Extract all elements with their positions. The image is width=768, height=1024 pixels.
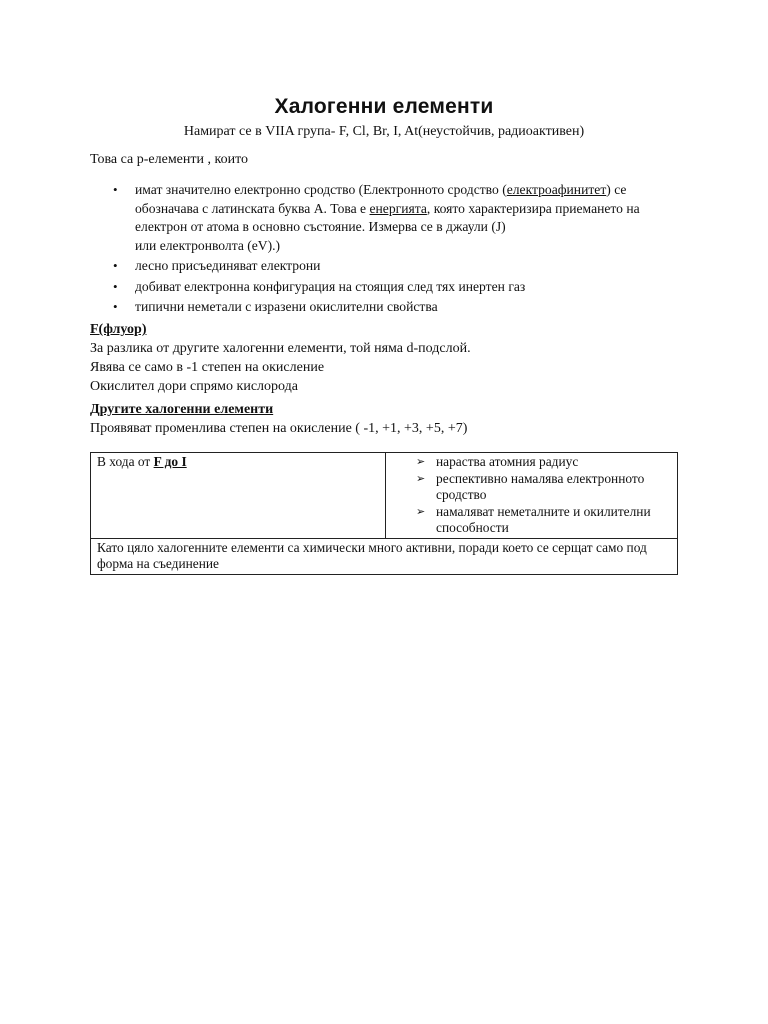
list-item-text: респективно намалява електронното сродство — [436, 470, 645, 502]
bullet-marker: • — [113, 258, 118, 273]
fluorine-heading: F(флуор) — [90, 322, 147, 337]
other-halogens-line: Проявяват променлива степен на окисление ( -1, +1, +3, +5, +7) — [90, 421, 468, 436]
bullet-marker: • — [113, 182, 118, 197]
other-halogens-section — [90, 400, 467, 438]
table-row — [91, 453, 678, 539]
table-row — [91, 538, 678, 574]
list-item-text: намаляват неметалните и окилителни способности — [436, 503, 651, 535]
arrow-bullet-icon: ➢ — [416, 456, 426, 468]
energy-link[interactable]: енергията — [369, 200, 427, 216]
page-title: Халогенни елементи — [274, 95, 494, 118]
table-footer-cell: Като цяло халогенните елементи са химически много активни, поради което се серщат само под форма на съединение — [91, 538, 678, 574]
list-item — [90, 298, 650, 317]
table-cell-right — [386, 453, 678, 539]
list-item-text: имат значително електронно сродство (Електронното сродство ( — [135, 182, 507, 197]
electroaffinity-link[interactable]: електроафинитет — [506, 182, 607, 197]
fluorine-section — [90, 320, 471, 396]
properties-list — [90, 181, 650, 319]
list-item — [390, 504, 671, 537]
list-item — [90, 278, 650, 297]
cell-range: F до I — [153, 454, 187, 469]
fluorine-line: Явява се само в -1 степен на окисление — [90, 360, 325, 375]
list-item-text: типични неметали с изразени окислителни свойства — [135, 299, 438, 314]
trends-table — [90, 452, 678, 575]
list-item — [90, 181, 650, 255]
trends-list — [390, 454, 671, 537]
list-item — [90, 257, 650, 276]
list-item-text: , която характеризира приемането на електрон от атома в основно състояние. Измерва се в джаули (J) — [135, 200, 640, 234]
list-item-text: или електронволта (eV).) — [135, 237, 281, 253]
bullet-marker: • — [113, 299, 118, 314]
bullet-marker: • — [113, 278, 118, 294]
arrow-bullet-icon: ➢ — [416, 505, 426, 518]
list-item — [390, 454, 671, 471]
table-cell-left — [91, 453, 386, 539]
list-item — [390, 471, 671, 504]
list-item-text: лесно присъединяват електрони — [135, 258, 321, 273]
arrow-bullet-icon: ➢ — [416, 472, 426, 485]
list-item-text: нараства атомния радиус — [436, 454, 579, 469]
list-item-text: ) се обозначава с латинската буква A. Това е — [135, 182, 627, 216]
fluorine-line: Окислител дори спрямо кислорода — [90, 379, 298, 394]
intro-text: Това са p-елементи , които — [90, 152, 249, 167]
list-item-text: добиват електронна конфигурация на стоящия след тях инертен газ — [135, 278, 526, 294]
fluorine-line: За разлика от другите халогенни елементи, той няма d-подслой. — [90, 341, 471, 356]
page-subtitle: Намират се в VIIA група- F, Cl, Br, I, At(неустойчив, радиоактивен) — [183, 124, 585, 139]
other-halogens-heading: Другите халогенни елементи — [90, 402, 274, 417]
cell-prefix: В хода от — [97, 454, 154, 469]
